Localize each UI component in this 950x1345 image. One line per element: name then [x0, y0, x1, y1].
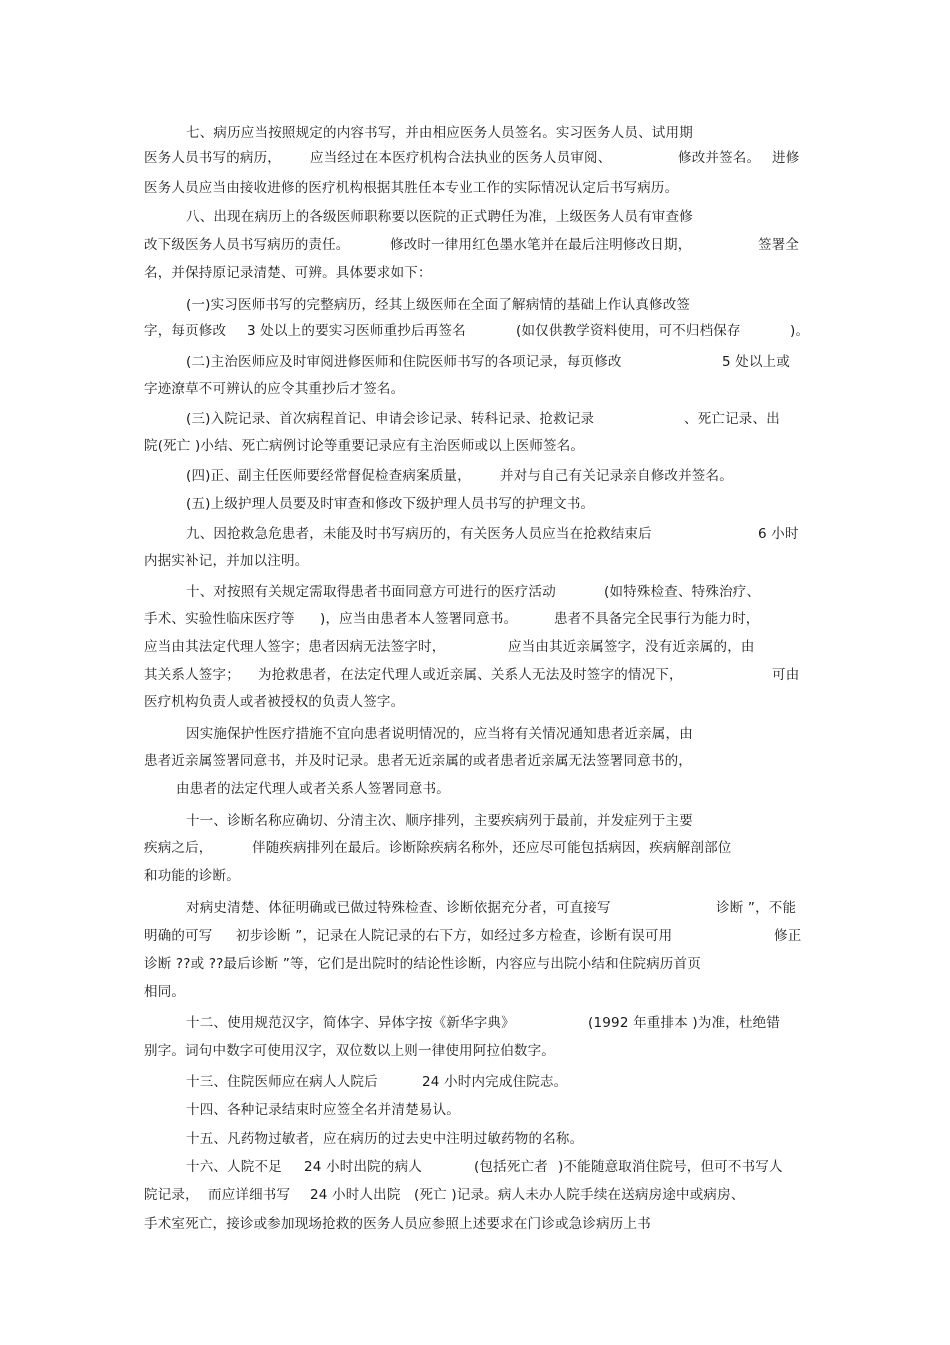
- text-segment: (1992 年重排本 )为准，杜绝错: [588, 1015, 781, 1031]
- text-line: [500, 467, 733, 485]
- text-segment: 6 小时: [758, 526, 799, 542]
- text-segment: (包括死亡者: [474, 1159, 548, 1175]
- text-line: [258, 666, 683, 684]
- text-segment: 明确的可写: [144, 928, 213, 944]
- text-line: [516, 322, 741, 340]
- text-line: [186, 812, 693, 830]
- text-segment: 手术室死亡，接诊或参加现场抢救的医务人员应参照上述要求在门诊或急诊病历上书: [144, 1216, 651, 1232]
- text-segment: 疾病之后，: [144, 840, 213, 856]
- text-segment: 、死亡记录、出: [684, 411, 780, 427]
- text-segment: (死亡 )记录。病人未办人院手续在送病房途中或病房、: [414, 1187, 745, 1203]
- text-line: [758, 236, 799, 254]
- text-line: [186, 899, 611, 917]
- text-segment: 而应详细书写: [208, 1187, 291, 1203]
- text-line: [144, 693, 404, 711]
- text-segment: 24 小时内完成住院志。: [422, 1074, 568, 1090]
- text-segment: (二)主治医师应及时审阅进修医师和住院医师书写的各项记录，每页修改: [186, 354, 622, 370]
- text-line: [186, 208, 693, 226]
- text-line: [186, 495, 594, 513]
- text-line: [558, 1158, 783, 1176]
- text-line: [144, 149, 281, 167]
- text-line: [390, 236, 691, 254]
- text-segment: 患者不具备完全民事行为能力时，: [554, 611, 760, 627]
- text-line: [186, 583, 556, 601]
- text-line: [144, 179, 678, 197]
- text-line: [588, 1014, 780, 1032]
- text-segment: 字迹潦草不可辨认的应令其重抄后才签名。: [144, 381, 405, 397]
- text-segment: 十三、住院医师应在病人人院后: [186, 1074, 378, 1090]
- text-segment: 十四、各种记录结束时应签全名并清楚易认。: [186, 1102, 460, 1118]
- text-segment: )，应当由患者本人签署同意书。: [320, 611, 518, 627]
- text-line: [508, 638, 755, 656]
- text-line: [144, 983, 185, 1001]
- text-line: [144, 322, 226, 340]
- text-line: [176, 780, 450, 798]
- text-segment: 并对与自己有关记录亲自修改并签名。: [500, 468, 733, 484]
- text-segment: 七、病历应当按照规定的内容书写，并由相应医务人员签名。实习医务人员、试用期: [186, 125, 693, 141]
- text-segment: 应当经过在本医疗机构合法执业的医务人员审阅、: [310, 150, 612, 166]
- text-segment: 十二、使用规范汉字，简体字、异体字按《新华字典》: [186, 1015, 515, 1031]
- text-line: [422, 1073, 567, 1091]
- text-segment: 因实施保护性医疗措施不宜向患者说明情况的，应当将有关情况通知患者近亲属，由: [186, 726, 693, 742]
- text-segment: 名，并保持原记录清楚、可辨。具体要求如下：: [144, 265, 432, 281]
- text-line: [144, 610, 295, 628]
- text-segment: 24 小时人出院: [310, 1187, 401, 1203]
- text-segment: 进修: [772, 150, 800, 166]
- text-segment: 修改并签名。: [678, 150, 761, 166]
- text-line: [186, 1130, 583, 1148]
- text-segment: 伴随疾病排列在最后。诊断除疾病名称外，还应尽可能包括病因，疾病解剖部位: [252, 840, 732, 856]
- text-line: [236, 927, 672, 945]
- text-segment: 3 处以上的要实习医师重抄后再签名: [247, 323, 466, 339]
- text-line: [186, 353, 622, 371]
- text-line: [144, 752, 692, 770]
- text-segment: 签署全: [758, 237, 800, 253]
- text-segment: 院(死亡 )小结、死亡病例讨论等重要记录应有主治医师或以上医师签名。: [144, 438, 585, 454]
- text-line: [716, 899, 796, 917]
- text-segment: 应当由其法定代理人签字；患者因病无法签字时，: [144, 639, 446, 655]
- text-line: [208, 1186, 290, 1204]
- text-line: [144, 955, 701, 973]
- text-segment: 八、出现在病历上的各级医师职称要以医院的正式聘任为准，上级医务人员有审查修: [186, 209, 693, 225]
- text-segment: 修正: [774, 928, 802, 944]
- text-segment: 字，每页修改: [144, 323, 227, 339]
- text-segment: (三)入院记录、首次病程首记、申请会诊记录、转科记录、抢救记录: [186, 411, 595, 427]
- text-line: [186, 1158, 282, 1176]
- text-segment: 诊断 ??或 ??最后诊断 ”等，它们是出院时的结论性诊断，内容应与出院小结和住院病历首页: [144, 956, 702, 972]
- text-segment: 医务人员书写的病历，: [144, 150, 281, 166]
- text-line: [144, 1042, 555, 1060]
- text-line: [144, 666, 240, 684]
- text-line: [252, 839, 732, 857]
- text-segment: 可由: [772, 667, 800, 683]
- text-line: [554, 610, 760, 628]
- text-segment: 对病史清楚、体征明确或已做过特殊检查、诊断依据充分者，可直接写: [186, 900, 611, 916]
- text-line: [144, 380, 404, 398]
- text-segment: 内据实补记，并加以注明。: [144, 553, 309, 569]
- text-segment: 十五、凡药物过敏者，应在病历的过去史中注明过敏药物的名称。: [186, 1131, 584, 1147]
- text-segment: 院记录，: [144, 1187, 199, 1203]
- text-line: [186, 525, 652, 543]
- text-line: [722, 353, 790, 371]
- text-line: [186, 410, 594, 428]
- text-segment: (如特殊检查、特殊治疗、: [604, 584, 761, 600]
- text-line: [774, 927, 801, 945]
- text-segment: (如仅供教学资料使用，可不归档保存: [516, 323, 741, 339]
- text-segment: 十一、诊断名称应确切、分清主次、顺序排列，主要疾病列于最前，并发症列于主要: [186, 813, 693, 829]
- text-line: [144, 236, 350, 254]
- text-line: [144, 552, 308, 570]
- text-segment: 改下级医务人员书写病历的责任。: [144, 237, 350, 253]
- text-segment: (五)上级护理人员要及时审查和修改下级护理人员书写的护理文书。: [186, 496, 595, 512]
- text-line: [474, 1158, 548, 1176]
- text-segment: 九、因抢救急危患者，未能及时书写病历的，有关医务人员应当在抢救结束后: [186, 526, 652, 542]
- text-line: [790, 322, 809, 340]
- text-segment: 初步诊断 ”，记录在人院记录的右下方，如经过多方检查，诊断有误可用: [236, 928, 673, 944]
- text-segment: 医疗机构负责人或者被授权的负责人签字。: [144, 694, 405, 710]
- text-line: [604, 583, 760, 601]
- text-segment: 24 小时出院的病人: [304, 1159, 422, 1175]
- text-line: [144, 638, 445, 656]
- text-segment: 其关系人签字；: [144, 667, 240, 683]
- text-segment: 为抢救患者，在法定代理人或近亲属、关系人无法及时签字的情况下，: [258, 667, 683, 683]
- text-line: [144, 1186, 199, 1204]
- text-line: [144, 839, 213, 857]
- text-segment: 由患者的法定代理人或者关系人签署同意书。: [176, 781, 450, 797]
- text-line: [684, 410, 780, 428]
- text-segment: 诊断 ”，不能: [716, 900, 797, 916]
- text-segment: 十、对按照有关规定需取得患者书面同意方可进行的医疗活动: [186, 584, 556, 600]
- text-line: [758, 525, 799, 543]
- text-line: [186, 1014, 515, 1032]
- text-line: [144, 867, 240, 885]
- text-line: [144, 437, 584, 455]
- text-segment: 和功能的诊断。: [144, 868, 240, 884]
- text-segment: 应当由其近亲属签字，没有近亲属的，由: [508, 639, 755, 655]
- text-segment: 别字。词句中数字可使用汉字，双位数以上则一律使用阿拉伯数字。: [144, 1043, 555, 1059]
- text-line: [414, 1186, 745, 1204]
- text-segment: 手术、实验性临床医疗等: [144, 611, 295, 627]
- text-line: [144, 927, 213, 945]
- text-line: [678, 149, 760, 167]
- text-segment: (四)正、副主任医师要经常督促检查病案质量，: [186, 468, 471, 484]
- text-segment: 十六、人院不足: [186, 1159, 282, 1175]
- text-line: [186, 1101, 460, 1119]
- text-segment: 医务人员应当由接收进修的医疗机构根据其胜任本专业工作的实际情况认定后书写病历。: [144, 180, 679, 196]
- text-line: [186, 296, 690, 314]
- text-segment: 相同。: [144, 984, 186, 1000]
- text-line: [144, 1215, 651, 1233]
- text-line: [186, 124, 693, 142]
- text-segment: 5 处以上或: [722, 354, 791, 370]
- text-line: [186, 1073, 378, 1091]
- text-line: [310, 1186, 401, 1204]
- text-line: [186, 725, 693, 743]
- text-segment: )不能随意取消住院号，但可不书写人: [558, 1159, 783, 1175]
- text-segment: )。: [790, 323, 810, 339]
- text-line: [320, 610, 517, 628]
- text-line: [247, 322, 466, 340]
- text-line: [310, 149, 611, 167]
- text-line: [772, 149, 799, 167]
- text-line: [186, 467, 471, 485]
- text-line: [304, 1158, 422, 1176]
- text-segment: 修改时一律用红色墨水笔并在最后注明修改日期，: [390, 237, 692, 253]
- text-segment: 患者近亲属签署同意书，并及时记录。患者无近亲属的或者患者近亲属无法签署同意书的，: [144, 753, 692, 769]
- text-line: [772, 666, 799, 684]
- text-line: [144, 264, 432, 282]
- text-segment: (一)实习医师书写的完整病历，经其上级医师在全面了解病情的基础上作认真修改签: [186, 297, 691, 313]
